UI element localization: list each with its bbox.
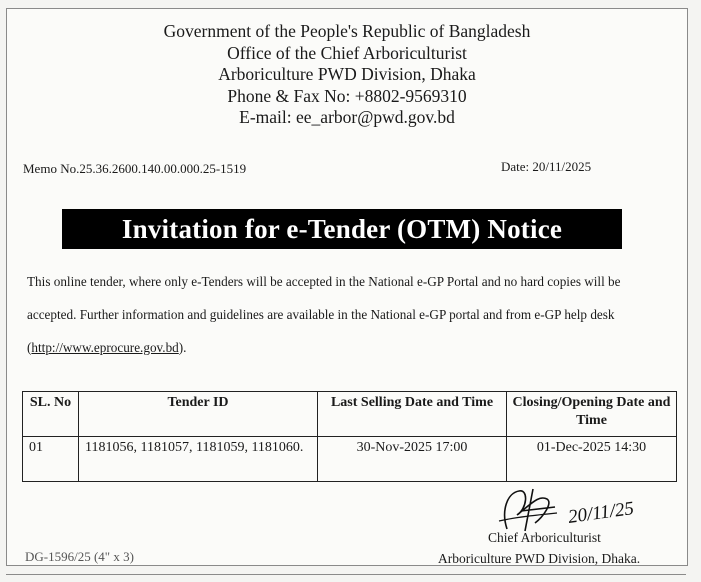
notice-title-banner: Invitation for e-Tender (OTM) Notice	[62, 209, 622, 249]
paragraph-text: This online tender, where only e-Tenders will be accepted in the National e-GP Portal and no hard copies will be accepted. Further information and guidelines are available in the National e-GP portal and from e-GP help desk (	[27, 274, 621, 355]
notice-paragraph	[27, 265, 665, 364]
letterhead-email: E-mail: ee_arbor@pwd.gov.bd	[239, 107, 455, 127]
notice-date: Date: 20/11/2025	[501, 159, 592, 174]
tender-table	[22, 391, 677, 482]
letterhead-office: Office of the Chief Arboriculturist	[227, 42, 467, 63]
letterhead-government: Government of the People's Republic of Bangladesh	[163, 21, 531, 41]
cell-closing-opening: 01-Dec-2025 14:30	[507, 437, 677, 482]
cell-last-selling: 30-Nov-2025 17:00	[318, 437, 507, 482]
table-header-row	[23, 392, 677, 437]
table-row	[23, 437, 677, 482]
letterhead	[7, 21, 687, 129]
signatory-division: Arboriculture PWD Division, Dhaka.	[438, 551, 641, 566]
header-sl-no: SL. No	[23, 392, 79, 437]
letterhead-phone-fax: Phone & Fax No: +8802-9569310	[227, 85, 467, 106]
notice-document	[6, 8, 688, 566]
header-closing-opening: Closing/Opening Date and Time	[507, 392, 677, 437]
cell-sl-no: 01	[23, 437, 79, 482]
page-divider	[6, 574, 686, 575]
signatory-title: Chief Arboriculturist	[488, 530, 601, 545]
header-last-selling: Last Selling Date and Time	[318, 392, 507, 437]
dg-reference: DG-1596/25 (4" x 3)	[25, 549, 134, 564]
letterhead-division: Arboriculture PWD Division, Dhaka	[218, 64, 476, 84]
paragraph-suffix: ).	[178, 340, 187, 355]
eprocure-link[interactable]: http://www.eprocure.gov.bd	[31, 340, 179, 355]
cell-tender-id: 1181056, 1181057, 1181059, 1181060.	[79, 437, 318, 482]
memo-number: Memo No.25.36.2600.140.00.000.25-1519	[23, 161, 247, 176]
handwritten-signature	[477, 481, 677, 536]
signature-date: 20/11/25	[566, 497, 636, 528]
header-tender-id: Tender ID	[79, 392, 318, 437]
